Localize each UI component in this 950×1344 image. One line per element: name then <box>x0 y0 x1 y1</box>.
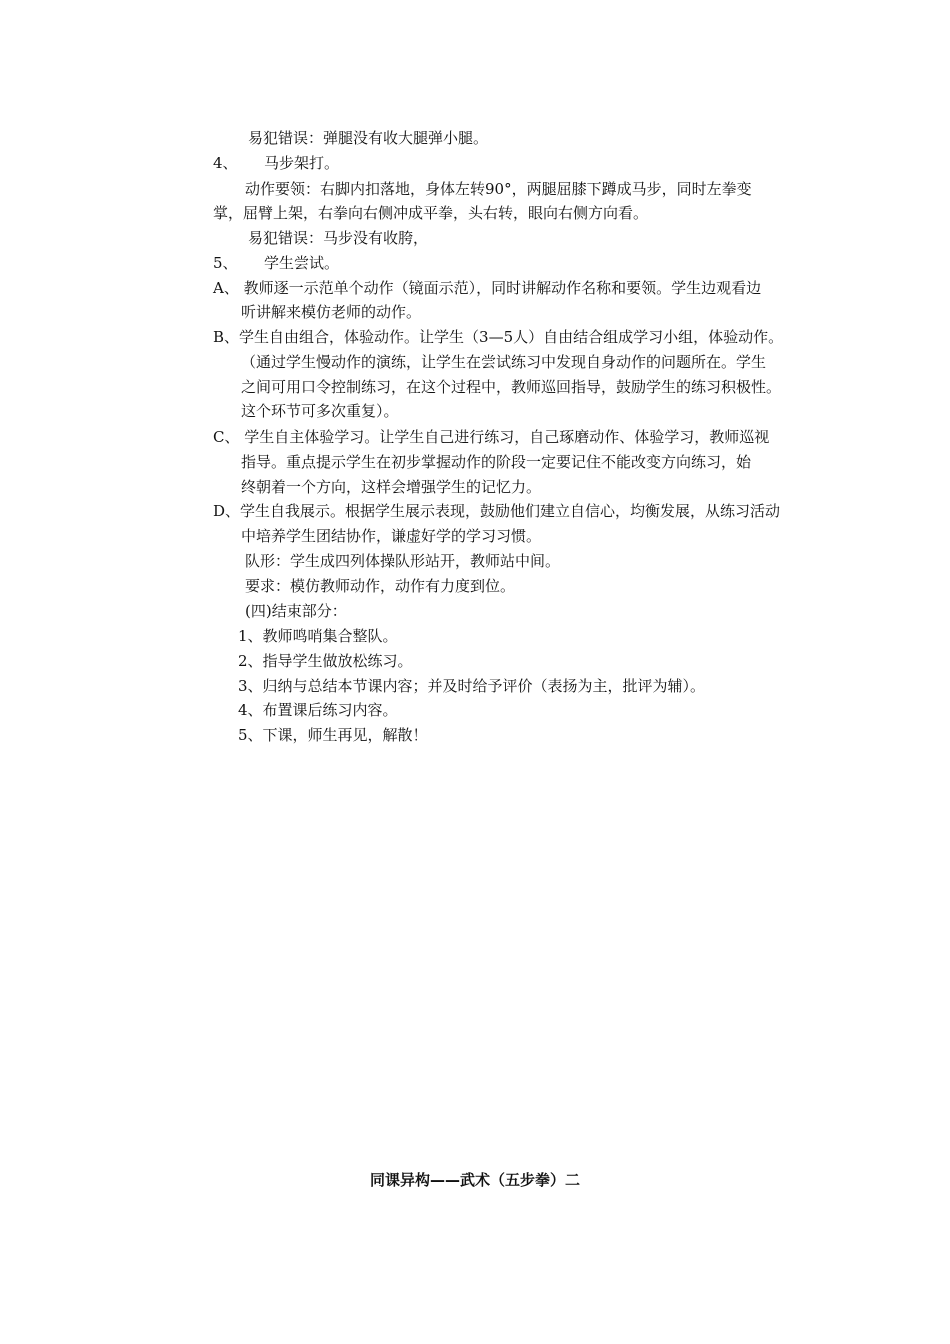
ending-item-3: 3、归纳与总结本节课内容；并及时给予评价（表扬为主，批评为辅）。 <box>238 677 706 695</box>
error-note-kick: 易犯错误：弹腿没有收大腿弹小腿。 <box>248 129 489 147</box>
item-number-4: 4、 <box>213 154 238 172</box>
step-a-line-2: 听讲解来模仿老师的动作。 <box>241 303 422 321</box>
step-a-line-1: A、 教师逐一示范单个动作（镜面示范），同时讲解动作名称和要领。学生边观看边 <box>213 279 762 297</box>
step-b-line-2: （通过学生慢动作的演练，让学生在尝试练习中发现自身动作的问题所在。学生 <box>241 353 767 371</box>
step-c-line-1: C、 学生自主体验学习。让学生自己进行练习，自己琢磨动作、体验学习，教师巡视 <box>213 428 770 446</box>
step-b-line-4: 这个环节可多次重复）。 <box>241 402 399 420</box>
item-heading-student-try: 学生尝试。 <box>264 254 340 272</box>
ending-item-1: 1、教师鸣哨集合整队。 <box>238 627 398 645</box>
requirement-note: 要求：模仿教师动作，动作有力度到位。 <box>245 577 516 595</box>
formation-note: 队形：学生成四列体操队形站开，教师站中间。 <box>245 552 561 570</box>
step-b-line-3: 之间可用口令控制练习，在这个过程中，教师巡回指导，鼓励学生的练习积极性。 <box>241 378 782 396</box>
ending-item-2: 2、指导学生做放松练习。 <box>238 652 413 670</box>
error-note-stance: 易犯错误：马步没有收胯， <box>248 229 429 247</box>
ending-item-5: 5、下课，师生再见，解散！ <box>238 726 428 744</box>
step-d-line-1: D、学生自我展示。根据学生展示表现，鼓励他们建立自信心，均衡发展，从练习活动 <box>213 502 781 520</box>
step-d-line-2: 中培养学生团结协作，谦虚好学的学习习惯。 <box>241 527 542 545</box>
ending-item-4: 4、布置课后练习内容。 <box>238 701 398 719</box>
step-c-line-3: 终朝着一个方向，这样会增强学生的记忆力。 <box>241 478 542 496</box>
section-heading-ending: (四)结束部分： <box>245 602 347 620</box>
step-c-line-2: 指导。重点提示学生在初步掌握动作的阶段一定要记住不能改变方向练习，始 <box>241 453 752 471</box>
step-b-line-1: B、学生自由组合，体验动作。让学生（3—5人）自由结合组成学习小组，体验动作。 <box>213 328 784 346</box>
action-essentials-line-1: 动作要领：右脚内扣落地，身体左转90°，两腿屈膝下蹲成马步，同时左拳变 <box>245 180 752 198</box>
action-essentials-line-2: 掌，屈臂上架，右拳向右侧冲成平拳，头右转，眼向右侧方向看。 <box>213 204 649 222</box>
item-heading-horse-stance: 马步架打。 <box>264 154 340 172</box>
footer-title: 同课异构——武术（五步拳）二 <box>369 1171 580 1189</box>
item-number-5: 5、 <box>213 254 238 272</box>
